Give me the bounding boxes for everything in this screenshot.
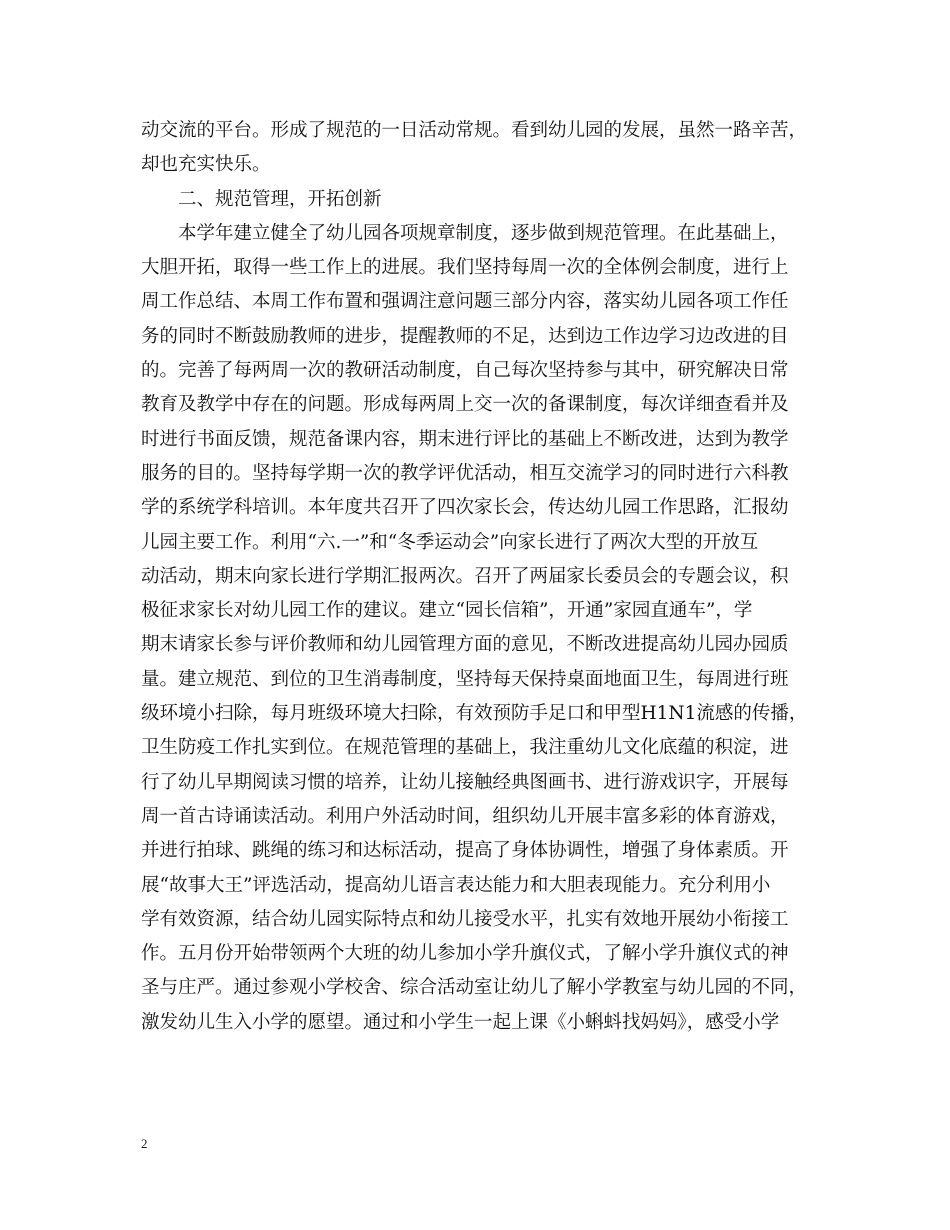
paragraph-line: 极征求家长对幼儿园工作的建议。建立“园长信箱”，开通”家园直通车”，学 bbox=[141, 600, 753, 622]
paragraph-line: 大胆开拓，取得一些工作上的进展。我们坚持每周一次的全体例会制度，进行上 bbox=[141, 257, 789, 279]
paragraph-line: 教育及教学中存在的问题。形成每两周上交一次的备课制度，每次详细查看并及 bbox=[141, 394, 789, 416]
paragraph-line: 周工作总结、本周工作布置和强调注意问题三部分内容，落实幼儿园各项工作任 bbox=[141, 291, 789, 313]
paragraph-line: 展“故事大王”评选活动，提高幼儿语言表达能力和大胆表现能力。充分利用小 bbox=[141, 874, 771, 896]
paragraph-line: 时进行书面反馈，规范备课内容，期末进行评比的基础上不断改进，达到为教学 bbox=[141, 428, 789, 450]
page-number: 2 bbox=[141, 1136, 148, 1151]
paragraph-line: 级环境小扫除，每月班级环境大扫除，有效预防手足口和甲型H1N1流感的传播， bbox=[141, 703, 808, 725]
paragraph-line: 却也充实快乐。 bbox=[141, 154, 271, 176]
paragraph-line: 行了幼儿早期阅读习惯的培养，让幼儿接触经典图画书、进行游戏识字，开展每 bbox=[141, 771, 789, 793]
paragraph-line: 期末请家长参与评价教师和幼儿园管理方面的意见，不断改进提高幼儿园办园质 bbox=[141, 634, 789, 656]
paragraph-line: 卫生防疫工作扎实到位。在规范管理的基础上，我注重幼儿文化底蕴的积淀，进 bbox=[141, 737, 789, 759]
document-body bbox=[141, 114, 811, 1040]
paragraph-line: 周一首古诗诵读活动。利用户外活动时间，组织幼儿开展丰富多彩的体育游戏， bbox=[141, 805, 789, 827]
paragraph-line: 学的系统学科培训。本年度共召开了四次家长会，传达幼儿园工作思路，汇报幼 bbox=[141, 497, 789, 519]
paragraph-line: 并进行拍球、跳绳的练习和达标活动，提高了身体协调性，增强了身体素质。开 bbox=[141, 840, 789, 862]
paragraph-line: 动活动，期末向家长进行学期汇报两次。召开了两届家长委员会的专题会议，积 bbox=[141, 565, 789, 587]
paragraph-line-indented: 本学年建立健全了幼儿园各项规章制度，逐步做到规范管理。在此基础上， bbox=[178, 222, 789, 244]
paragraph-line: 的。完善了每两周一次的教研活动制度，自己每次坚持参与其中，研究解决日常 bbox=[141, 360, 789, 382]
paragraph-line: 作。五月份开始带领两个大班的幼儿参加小学升旗仪式，了解小学升旗仪式的神 bbox=[141, 943, 789, 965]
paragraph-line: 服务的目的。坚持每学期一次的教学评优活动，相互交流学习的同时进行六科教 bbox=[141, 462, 789, 484]
paragraph-line-indented: 二、规范管理，开拓创新 bbox=[178, 188, 382, 210]
paragraph-line: 量。建立规范、到位的卫生消毒制度，坚持每天保持桌面地面卫生，每周进行班 bbox=[141, 668, 789, 690]
paragraph-line: 圣与庄严。通过参观小学校舍、综合活动室让幼儿了解小学教室与幼儿园的不同， bbox=[141, 977, 808, 999]
paragraph-line: 务的同时不断鼓励教师的进步，提醒教师的不足，达到边工作边学习边改进的目 bbox=[141, 325, 789, 347]
paragraph-line: 激发幼儿生入小学的愿望。通过和小学生一起上课《小蝌蚪找妈妈》，感受小学 bbox=[141, 1011, 780, 1033]
paragraph-line: 学有效资源，结合幼儿园实际特点和幼儿接受水平，扎实有效地开展幼小衔接工 bbox=[141, 908, 789, 930]
paragraph-line: 动交流的平台。形成了规范的一日活动常规。看到幼儿园的发展，虽然一路辛苦， bbox=[141, 120, 808, 141]
paragraph-line: 儿园主要工作。利用“六.一”和“冬季运动会”向家长进行了两次大型的开放互 bbox=[141, 531, 759, 553]
